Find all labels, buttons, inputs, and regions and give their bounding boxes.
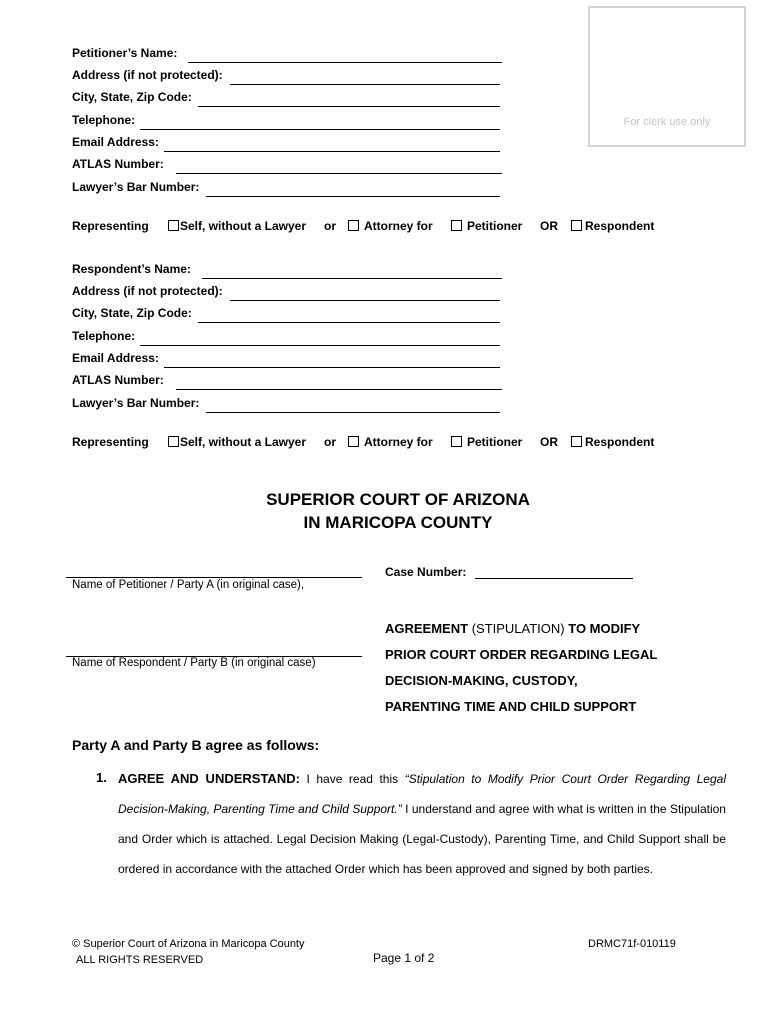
respondent-city-field[interactable] xyxy=(72,306,500,328)
attorney-label: Attorney for xyxy=(364,435,433,449)
self-checkbox[interactable] xyxy=(168,220,179,231)
document-title-line3: DECISION-MAKING, CUSTODY, xyxy=(385,673,578,688)
field-line xyxy=(176,173,502,174)
respondent-checkbox[interactable] xyxy=(571,436,582,447)
attorney-checkbox[interactable] xyxy=(348,220,359,231)
agreement-heading: Party A and Party B agree as follows: xyxy=(72,737,320,753)
petitioner-checkbox[interactable] xyxy=(451,436,462,447)
petitioner-city-field[interactable] xyxy=(72,90,500,112)
self-checkbox[interactable] xyxy=(168,436,179,447)
field-line xyxy=(176,389,502,390)
document-title-line2: PRIOR COURT ORDER REGARDING LEGAL xyxy=(385,647,658,662)
respondent-representing-row xyxy=(72,434,712,452)
petitioner-label: Petitioner xyxy=(467,435,523,449)
respondent-caption-label: Name of Respondent / Party B (in original case) xyxy=(72,657,316,669)
case-number-line[interactable] xyxy=(475,578,633,579)
respondent-name-field[interactable] xyxy=(72,262,502,284)
page-number: Page 1 of 2 xyxy=(373,951,435,965)
respondent-label: Respondent xyxy=(585,219,655,233)
field-label: City, State, Zip Code: xyxy=(72,306,192,320)
field-label: Address (if not protected): xyxy=(72,68,223,82)
petitioner-atlas-field[interactable] xyxy=(72,157,502,179)
field-label: Telephone: xyxy=(72,329,136,343)
field-label: Email Address: xyxy=(72,351,159,365)
or-text: OR xyxy=(540,219,558,233)
footer-copyright: © Superior Court of Arizona in Maricopa County xyxy=(72,938,305,950)
respondent-telephone-field[interactable] xyxy=(72,329,500,351)
or-text: or xyxy=(324,219,336,233)
self-label: Self, without a Lawyer xyxy=(180,435,307,449)
petitioner-bar-number-field[interactable] xyxy=(72,180,500,202)
form-code: DRMC71f-010119 xyxy=(588,938,676,950)
item-text-intro: I have read this xyxy=(306,772,399,786)
field-line xyxy=(188,62,502,63)
petitioner-checkbox[interactable] xyxy=(451,220,462,231)
item-text-italic: “Stipulation to Modify Prior Court Order Regarding Legal Decision-Making, Parenting Time and Child Support.” xyxy=(118,772,726,816)
petitioner-telephone-field[interactable] xyxy=(72,113,500,135)
field-label: Address (if not protected): xyxy=(72,284,223,298)
representing-label: Representing xyxy=(72,219,149,233)
respondent-email-field[interactable] xyxy=(72,351,500,373)
clerk-use-box xyxy=(588,6,746,147)
respondent-atlas-field[interactable] xyxy=(72,373,502,395)
field-line xyxy=(164,367,500,368)
field-label: ATLAS Number: xyxy=(72,157,164,171)
petitioner-name-field[interactable] xyxy=(72,46,502,68)
attorney-checkbox[interactable] xyxy=(348,436,359,447)
respondent-address-field[interactable] xyxy=(72,284,500,306)
field-label: Lawyer’s Bar Number: xyxy=(72,396,200,410)
field-line xyxy=(198,106,500,107)
field-line xyxy=(230,300,500,301)
attorney-label: Attorney for xyxy=(364,219,433,233)
stipulation-word: (STIPULATION) xyxy=(471,621,565,636)
petitioner-caption-label: Name of Petitioner / Party A (in original case), xyxy=(72,579,305,591)
representing-label: Representing xyxy=(72,435,149,449)
court-title-line1: SUPERIOR COURT OF ARIZONA xyxy=(266,490,530,509)
document-title-line4: PARENTING TIME AND CHILD SUPPORT xyxy=(385,699,637,714)
to-modify-words: TO MODIFY xyxy=(568,621,641,636)
field-line xyxy=(202,278,502,279)
item-number: 1. xyxy=(96,770,107,785)
clerk-use-text: For clerk use only xyxy=(623,116,711,128)
footer-rights: ALL RIGHTS RESERVED xyxy=(76,954,204,966)
field-label: Lawyer’s Bar Number: xyxy=(72,180,200,194)
petitioner-representing-row xyxy=(72,218,712,236)
respondent-checkbox[interactable] xyxy=(571,220,582,231)
field-line xyxy=(230,84,500,85)
court-title-line2: IN MARICOPA COUNTY xyxy=(303,513,493,532)
petitioner-name-line[interactable] xyxy=(66,577,362,578)
field-label: Respondent’s Name: xyxy=(72,262,191,276)
field-label: Email Address: xyxy=(72,135,159,149)
or-text: or xyxy=(324,435,336,449)
petitioner-address-field[interactable] xyxy=(72,68,500,90)
respondent-bar-number-field[interactable] xyxy=(72,396,500,418)
field-line xyxy=(140,129,500,130)
item-text-rest: I understand and agree with what is written in the Stipulation and Order which is attached. Legal Decision Making (Legal-Custody), Parenting Time, and Child Support shall be ordered in accordance with the attached Order which has been approved and signed by both parties. xyxy=(118,802,726,876)
field-line xyxy=(206,196,500,197)
field-line xyxy=(206,412,500,413)
field-line xyxy=(140,345,500,346)
field-line xyxy=(164,151,500,152)
item-1-paragraph xyxy=(118,764,726,884)
court-title xyxy=(0,488,770,534)
or-text: OR xyxy=(540,435,558,449)
case-number-label: Case Number: xyxy=(385,565,467,579)
field-label: Telephone: xyxy=(72,113,136,127)
field-label: ATLAS Number: xyxy=(72,373,164,387)
item-heading: AGREE AND UNDERSTAND: xyxy=(118,771,300,786)
field-line xyxy=(198,322,500,323)
respondent-label: Respondent xyxy=(585,435,655,449)
petitioner-email-field[interactable] xyxy=(72,135,500,157)
field-label: Petitioner’s Name: xyxy=(72,46,178,60)
self-label: Self, without a Lawyer xyxy=(180,219,307,233)
field-label: City, State, Zip Code: xyxy=(72,90,192,104)
petitioner-label: Petitioner xyxy=(467,219,523,233)
agreement-word: AGREEMENT xyxy=(385,621,469,636)
document-title-line1 xyxy=(385,621,640,636)
